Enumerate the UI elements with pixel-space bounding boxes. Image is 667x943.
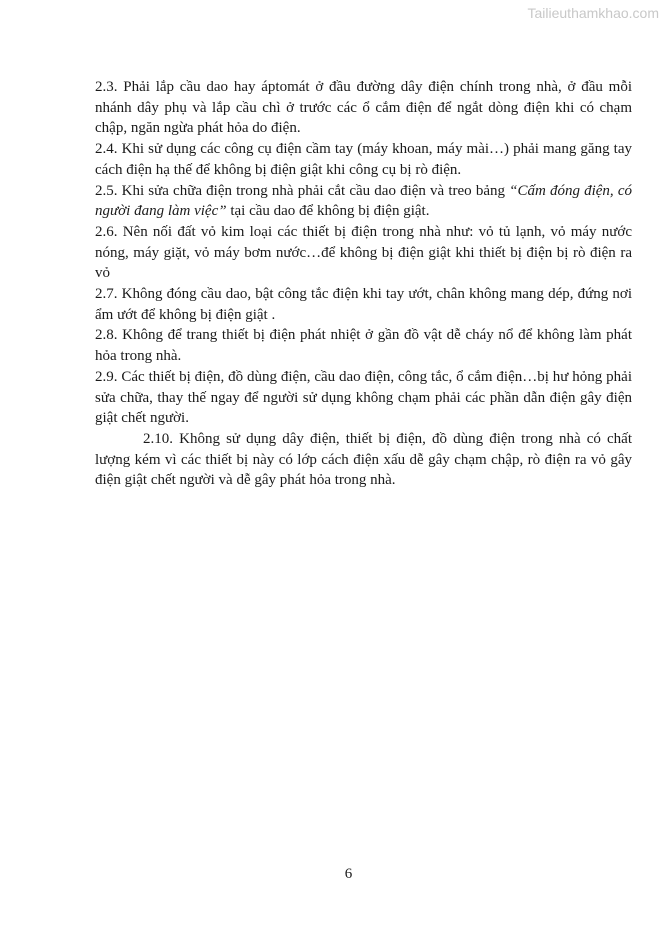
paragraph-2-5 [95,181,632,222]
paragraph-2-7: 2.7. Không đóng cầu dao, bật công tắc điện khi tay ướt, chân không mang dép, đứng nơi ẩm ướt để không bị điện giật . [95,286,632,323]
paragraph-2-5-end: tại cầu dao để không bị điện giật. [226,203,430,220]
paragraph-2-9: 2.9. Các thiết bị điện, đồ dùng điện, cầu dao điện, công tắc, ổ cắm điện…bị hư hỏng phải sửa chữa, thay thế ngay để người sử dụng không chạm phải các phần dẫn điện gây điện giật chết người. [95,368,632,427]
paragraph-2-8: 2.8. Không để trang thiết bị điện phát nhiệt ở gần đồ vật dễ cháy nổ để không làm phát hỏa trong nhà. [95,327,632,365]
sign-text: “Cấm đóng điện, có người đang làm việc” [95,182,632,220]
watermark: Tailieuthamkhao.com [527,5,659,21]
paragraph-2-10: 2.10. Không sử dụng dây điện, thiết bị điện, đồ dùng điện trong nhà có chất lượng kém vì các thiết bị này có lớp cách điện xấu dễ gây chạm chập, rò điện ra vỏ gây điện giật chết người và dễ gây phát hỏa trong nhà. [95,430,632,489]
page-number: 6 [344,866,353,882]
paragraph-2-5-start: 2.5. Khi sửa chữa điện trong nhà phải cắt cầu dao điện và treo bảng [95,182,510,199]
paragraph-2-4: 2.4. Khi sử dụng các công cụ điện cầm tay (máy khoan, máy mài…) phải mang găng tay cách điện hạ thế để không bị điện giật khi công cụ bị rò điện. [95,141,632,178]
paragraph-2-3: 2.3. Phải lắp cầu dao hay áptomát ở đầu đường dây điện chính trong nhà, ở đầu mỗi nhánh dây phụ và lắp cầu chì ở trước các ổ cắm điện để ngắt dòng điện khi có chạm chập, ngăn ngừa phát hỏa do điện. [95,79,632,137]
paragraph-2-6: 2.6. Nên nối đất vỏ kim loại các thiết bị điện trong nhà như: vỏ tủ lạnh, vỏ máy nước nóng, máy giặt, vỏ máy bơm nước…để không bị điện giật khi thiết bị điện bị rò điện ra vỏ [95,223,632,282]
document-body [95,77,632,491]
